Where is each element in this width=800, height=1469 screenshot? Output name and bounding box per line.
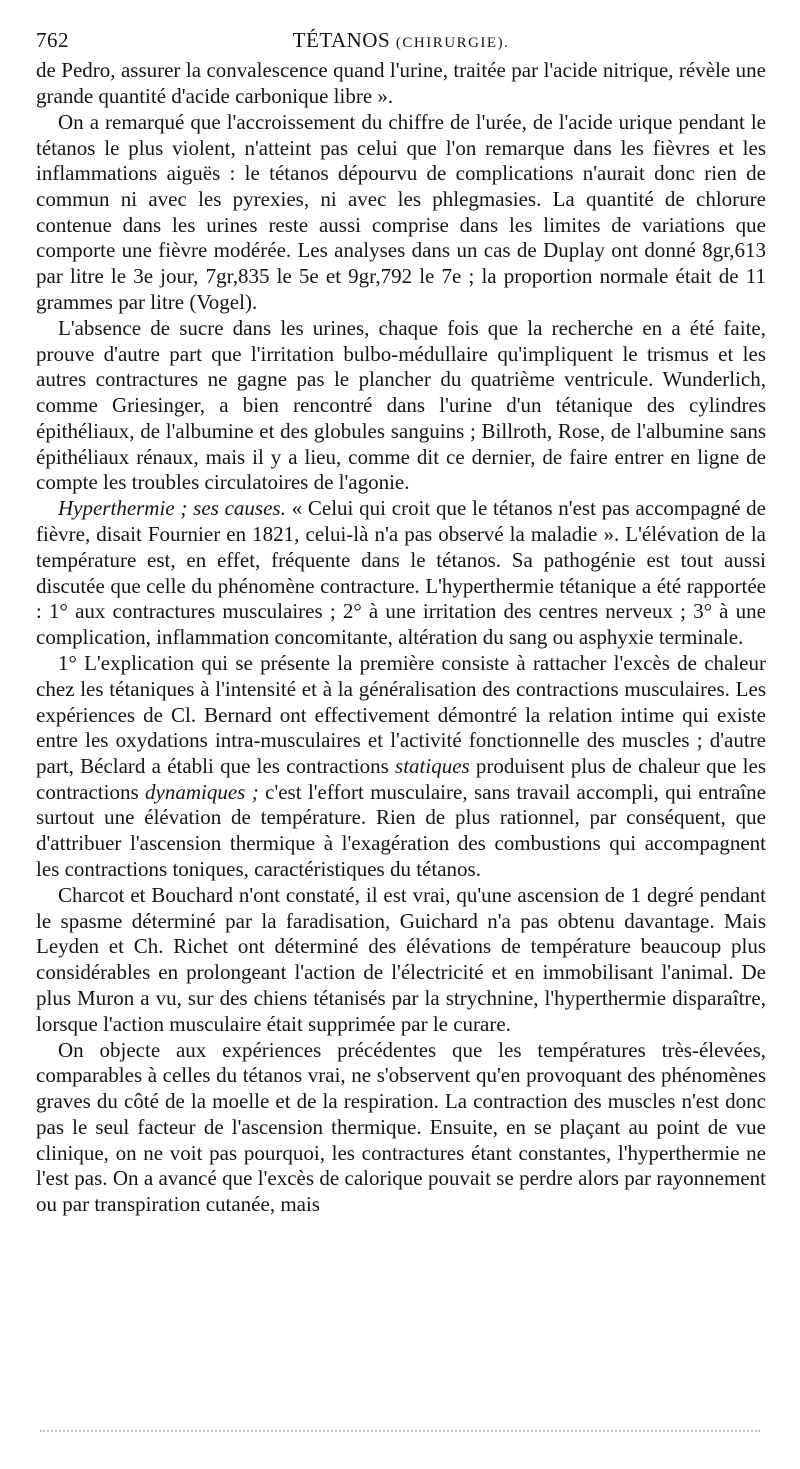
italic-text: Hyperthermie ; ses causes. xyxy=(58,496,286,521)
paragraph-text: produisent plus de chaleur que les contractions xyxy=(36,753,766,804)
paragraph-text: « Celui qui croit que le tétanos n'est pas accompagné de fièvre, disait Fournier en 1821, celui-là n'a pas observé la maladie ». L'élévation de la température est, en effet, fréquente dans le tétanos. Sa pathogénie est tout aussi discutée que celle du phénomène contracture. L'hyperthermie tétanique a été rapportée : 1° aux contractures musculaires ; 2° à une irritation des centres nerveux ; 3° à une complication, inflammation concomitante, altération du sang ou asphyxie terminale. xyxy=(36,496,766,649)
paragraph-text: de Pedro, assurer la convalescence quand l'urine, traitée par l'acide nitrique, révèle une grande quantité d'acide carbonique libre ». xyxy=(36,58,766,108)
paragraph-text: 1° L'explication qui se présente la première consiste à rattacher l'excès de chaleur chez les tétaniques à l'intensité et à la généralisation des contractions musculaires. Les expériences de Cl. Bernard ont effectivement démontré la relation intime qui existe entre les oxydations intra-musculaires et l'activité fonctionnelle des muscles ; d'autre part, Béclard a établi que les contractions xyxy=(36,651,766,778)
running-title-main: TÉTANOS xyxy=(292,28,391,52)
paragraph xyxy=(36,496,766,650)
document-page xyxy=(36,28,766,1218)
page-number: 762 xyxy=(36,28,69,52)
paragraph-text: Charcot et Bouchard n'ont constaté, il est vrai, qu'une ascension de 1 degré pendant le spasme déterminé par la faradisation, Guichard n'a pas obtenu davantage. Mais Leyden et Ch. Richet ont déterminé des élévations de température beaucoup plus considérables en prolongeant l'action de l'électricité et en immobilisant l'animal. De plus Muron a vu, sur des chiens tétanisés par la strychnine, l'hyperthermie disparaître, lorsque l'action musculaire était supprimée par le curare. xyxy=(36,883,766,1036)
italic-text: statiques xyxy=(395,753,470,778)
paragraph xyxy=(36,110,766,316)
paragraph xyxy=(36,883,766,1037)
body-text xyxy=(36,58,766,1218)
paragraph xyxy=(36,316,766,496)
running-title xyxy=(36,28,766,53)
italic-text: dynamiques ; xyxy=(145,779,259,804)
running-head xyxy=(36,28,766,58)
paragraph-text: On a remarqué que l'accroissement du chiffre de l'urée, de l'acide urique pendant le tétanos le plus violent, n'atteint pas celui que l'on remarque dans les fièvres et les inflammations aiguës : le tétanos dépourvu de complications n'aurait donc rien de commun ni avec les pyrexies, ni avec les phlegmasies. La quantité de chlorure contenue dans les urines reste aussi comprise dans les limites de variations que comporte une fièvre modérée. Les analyses dans un cas de Duplay ont donné 8gr,613 par litre le 3e jour, 7gr,835 le 5e et 9gr,792 le 7e ; la proportion normale était de 11 grammes par litre (Vogel). xyxy=(36,109,766,314)
paragraph-text: On objecte aux expériences précédentes que les températures très-élevées, comparables à celles du tétanos vrai, ne s'observent qu'en provoquant des phénomènes graves du côté de la moelle et de la respiration. La contraction des muscles n'est donc pas le seul facteur de l'ascension thermique. Ensuite, en se plaçant au point de vue clinique, on ne voit pas pourquoi, les contractures étant constantes, l'hyperthermie ne l'est pas. On a avancé que l'excès de calorique pouvait se perdre alors par rayonnement ou par transpiration cutanée, mais xyxy=(36,1037,766,1216)
paragraph xyxy=(36,651,766,882)
running-title-section: (CHIRURGIE). xyxy=(395,35,510,51)
paragraph xyxy=(36,58,766,109)
paragraph xyxy=(36,1038,766,1218)
paragraph-text: L'absence de sucre dans les urines, chaque fois que la recherche en a été faite, prouve d'autre part que l'irritation bulbo-médullaire qu'impliquent le trismus et les autres contractures ne gagne pas le plancher du quatrième ventricule. Wunderlich, comme Griesinger, a bien rencontré dans l'urine d'un tétanique des cylindres épithéliaux, de l'albumine et des globules sanguins ; Billroth, Rose, de l'albumine sans épithéliaux rénaux, mais il y a lieu, comme dit ce dernier, de faire entrer en ligne de compte les troubles circulatoires de l'agonie. xyxy=(36,316,766,495)
bottom-edge-artifact xyxy=(40,1430,760,1432)
paragraph-text: c'est l'effort musculaire, sans travail accompli, qui entraîne surtout une élévation de température. Rien de plus rationnel, par conséquent, que d'attribuer l'ascension thermique à l'exagération des combustions qui accompagnent les contractions toniques, caractéristiques du tétanos. xyxy=(36,779,766,881)
